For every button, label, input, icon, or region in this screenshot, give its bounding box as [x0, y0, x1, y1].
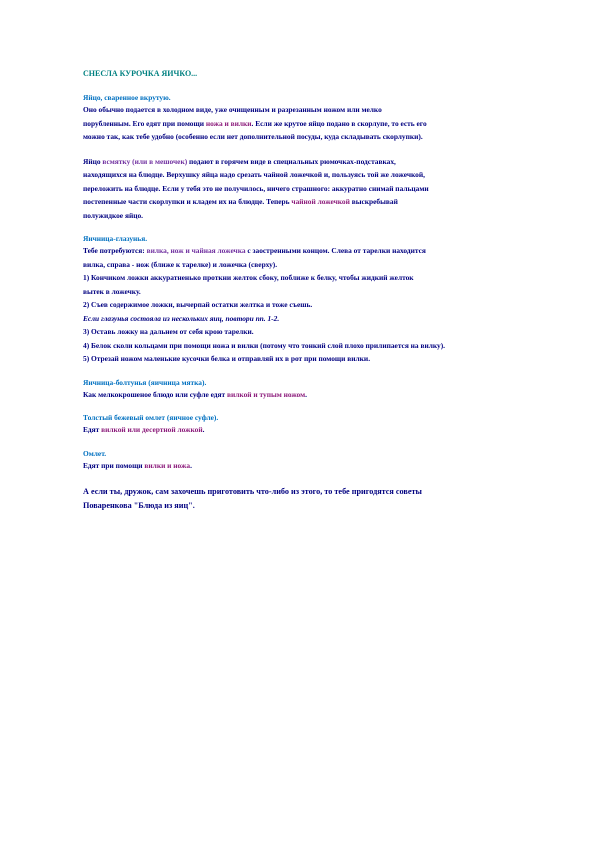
text-span: .: [305, 389, 308, 399]
highlight-text: вилкой и тупым ножом: [227, 389, 306, 399]
highlight-text: вилки и ножа: [144, 460, 191, 470]
text-span: порубленным. Его едят при помощи: [83, 118, 206, 128]
text-span: .: [190, 460, 192, 470]
text-line: Поваренкова "Блюда из яиц".: [83, 500, 195, 510]
text-line: [83, 117, 533, 131]
section-heading: Толстый бежевый омлет (яичное суфле).: [83, 413, 219, 422]
section-heading: Яйцо, сваренное вкрутую.: [83, 93, 171, 102]
text-line: [83, 388, 533, 402]
text-line: А если ты, дружок, сам захочешь приготовить что-либо из этого, то тебе пригодятся советы: [83, 487, 422, 496]
text-line: можно так, как тебе удобно (особенно если нет дополнительной посуды, куда складывать скорлупки).: [83, 132, 423, 141]
section-hard-boiled: [83, 92, 533, 144]
text-line: 4) Белок сколи кольцами при помощи ножа и вилки (потому что тонкий слой плохо прилипается на вилку).: [83, 340, 446, 350]
text-span: Как мелкокрошеное блюдо или суфле едят: [83, 389, 228, 399]
section-omelet: [83, 448, 533, 473]
section-text: [83, 244, 533, 366]
section-text: [83, 388, 533, 402]
text-span: с заостренными концом. Слева от тарелки находится: [245, 246, 426, 255]
highlight-text: всмятку (или в мешочек): [102, 156, 188, 166]
text-span: выскребывай: [349, 197, 398, 206]
text-line: [83, 155, 533, 169]
text-line: вытек в ложечку.: [83, 286, 141, 296]
text-line: [83, 244, 533, 258]
highlight-text: чайной ложечкой: [291, 197, 350, 206]
text-span: постепенные части скорлупки и кладем их на блюдце. Теперь: [83, 197, 292, 206]
section-text: [83, 423, 533, 437]
text-span: Едят при помощи: [83, 460, 145, 470]
text-line: Оно обычно подается в холодном виде, уже очищенным и разрезанным ножом или мелко: [83, 105, 382, 114]
section-fried-eggs: [83, 233, 533, 366]
text-line: [83, 459, 533, 473]
text-span: .: [202, 425, 205, 434]
section-thick-omelet: [83, 412, 533, 437]
text-line: 1) Кончиком ложки аккуратненько проткни желток сбоку, поближе к белку, чтобы жидкий желток: [83, 273, 414, 282]
text-line: переложить на блюдце. Если у тебя это не получилось, ничего страшного: аккуратно снимай пальцами: [83, 183, 429, 193]
text-line: 3) Оставь ложку на дальнем от себя крою тарелки.: [83, 327, 254, 336]
section-scrambled: [83, 377, 533, 402]
text-line: находящихся на блюдце. Верхушку яйца надо срезать чайной ложечкой и, пользуясь той же ложечкой,: [83, 170, 425, 179]
highlight-text: ножа и вилки: [205, 118, 252, 128]
text-span: подают в горячем виде в специальных рюмочках-подставках,: [187, 156, 396, 166]
section-heading: Омлет.: [83, 448, 107, 458]
text-span: Едят: [83, 425, 102, 434]
text-line: вилка, справа - нож (ближе к тарелке) и ложечка (сверху).: [83, 259, 278, 269]
text-span: . Если же крутое яйцо подано в скорлупе, то есть его: [251, 118, 427, 128]
section-heading: Яичница-глазунья.: [83, 234, 148, 243]
text-span: Тебе потребуются:: [83, 246, 147, 255]
text-span: Яйцо: [83, 156, 103, 166]
section-text: [83, 155, 533, 223]
text-line: [83, 195, 533, 209]
section-heading: Яичница-болтунья (яичница мятка).: [83, 377, 207, 387]
section-soft-boiled: [83, 155, 533, 223]
text-line: 2) Съев содержимое ложки, вычерпай остатки желтка и тоже съешь.: [83, 300, 313, 309]
section-text: [83, 459, 533, 473]
section-text: [83, 103, 533, 144]
text-line: полужидкое яйцо.: [83, 210, 143, 220]
text-line: [83, 423, 533, 437]
highlight-text: вилкой или десертной ложкой: [101, 425, 203, 434]
closing-text: [83, 485, 533, 512]
document-page: [83, 68, 533, 512]
document-title: СНЕСЛА КУРОЧКА ЯИЧКО...: [83, 69, 198, 78]
text-line: 5) Отрезай ножом маленькие кусочки белка и отправляй их в рот при помощи вилки.: [83, 354, 371, 363]
closing-note: [83, 485, 533, 512]
text-line: Если глазунья состояла из нескольких яиц, повтори пп. 1-2.: [83, 313, 280, 323]
highlight-text: вилка, нож и чайная ложечка: [146, 246, 246, 255]
